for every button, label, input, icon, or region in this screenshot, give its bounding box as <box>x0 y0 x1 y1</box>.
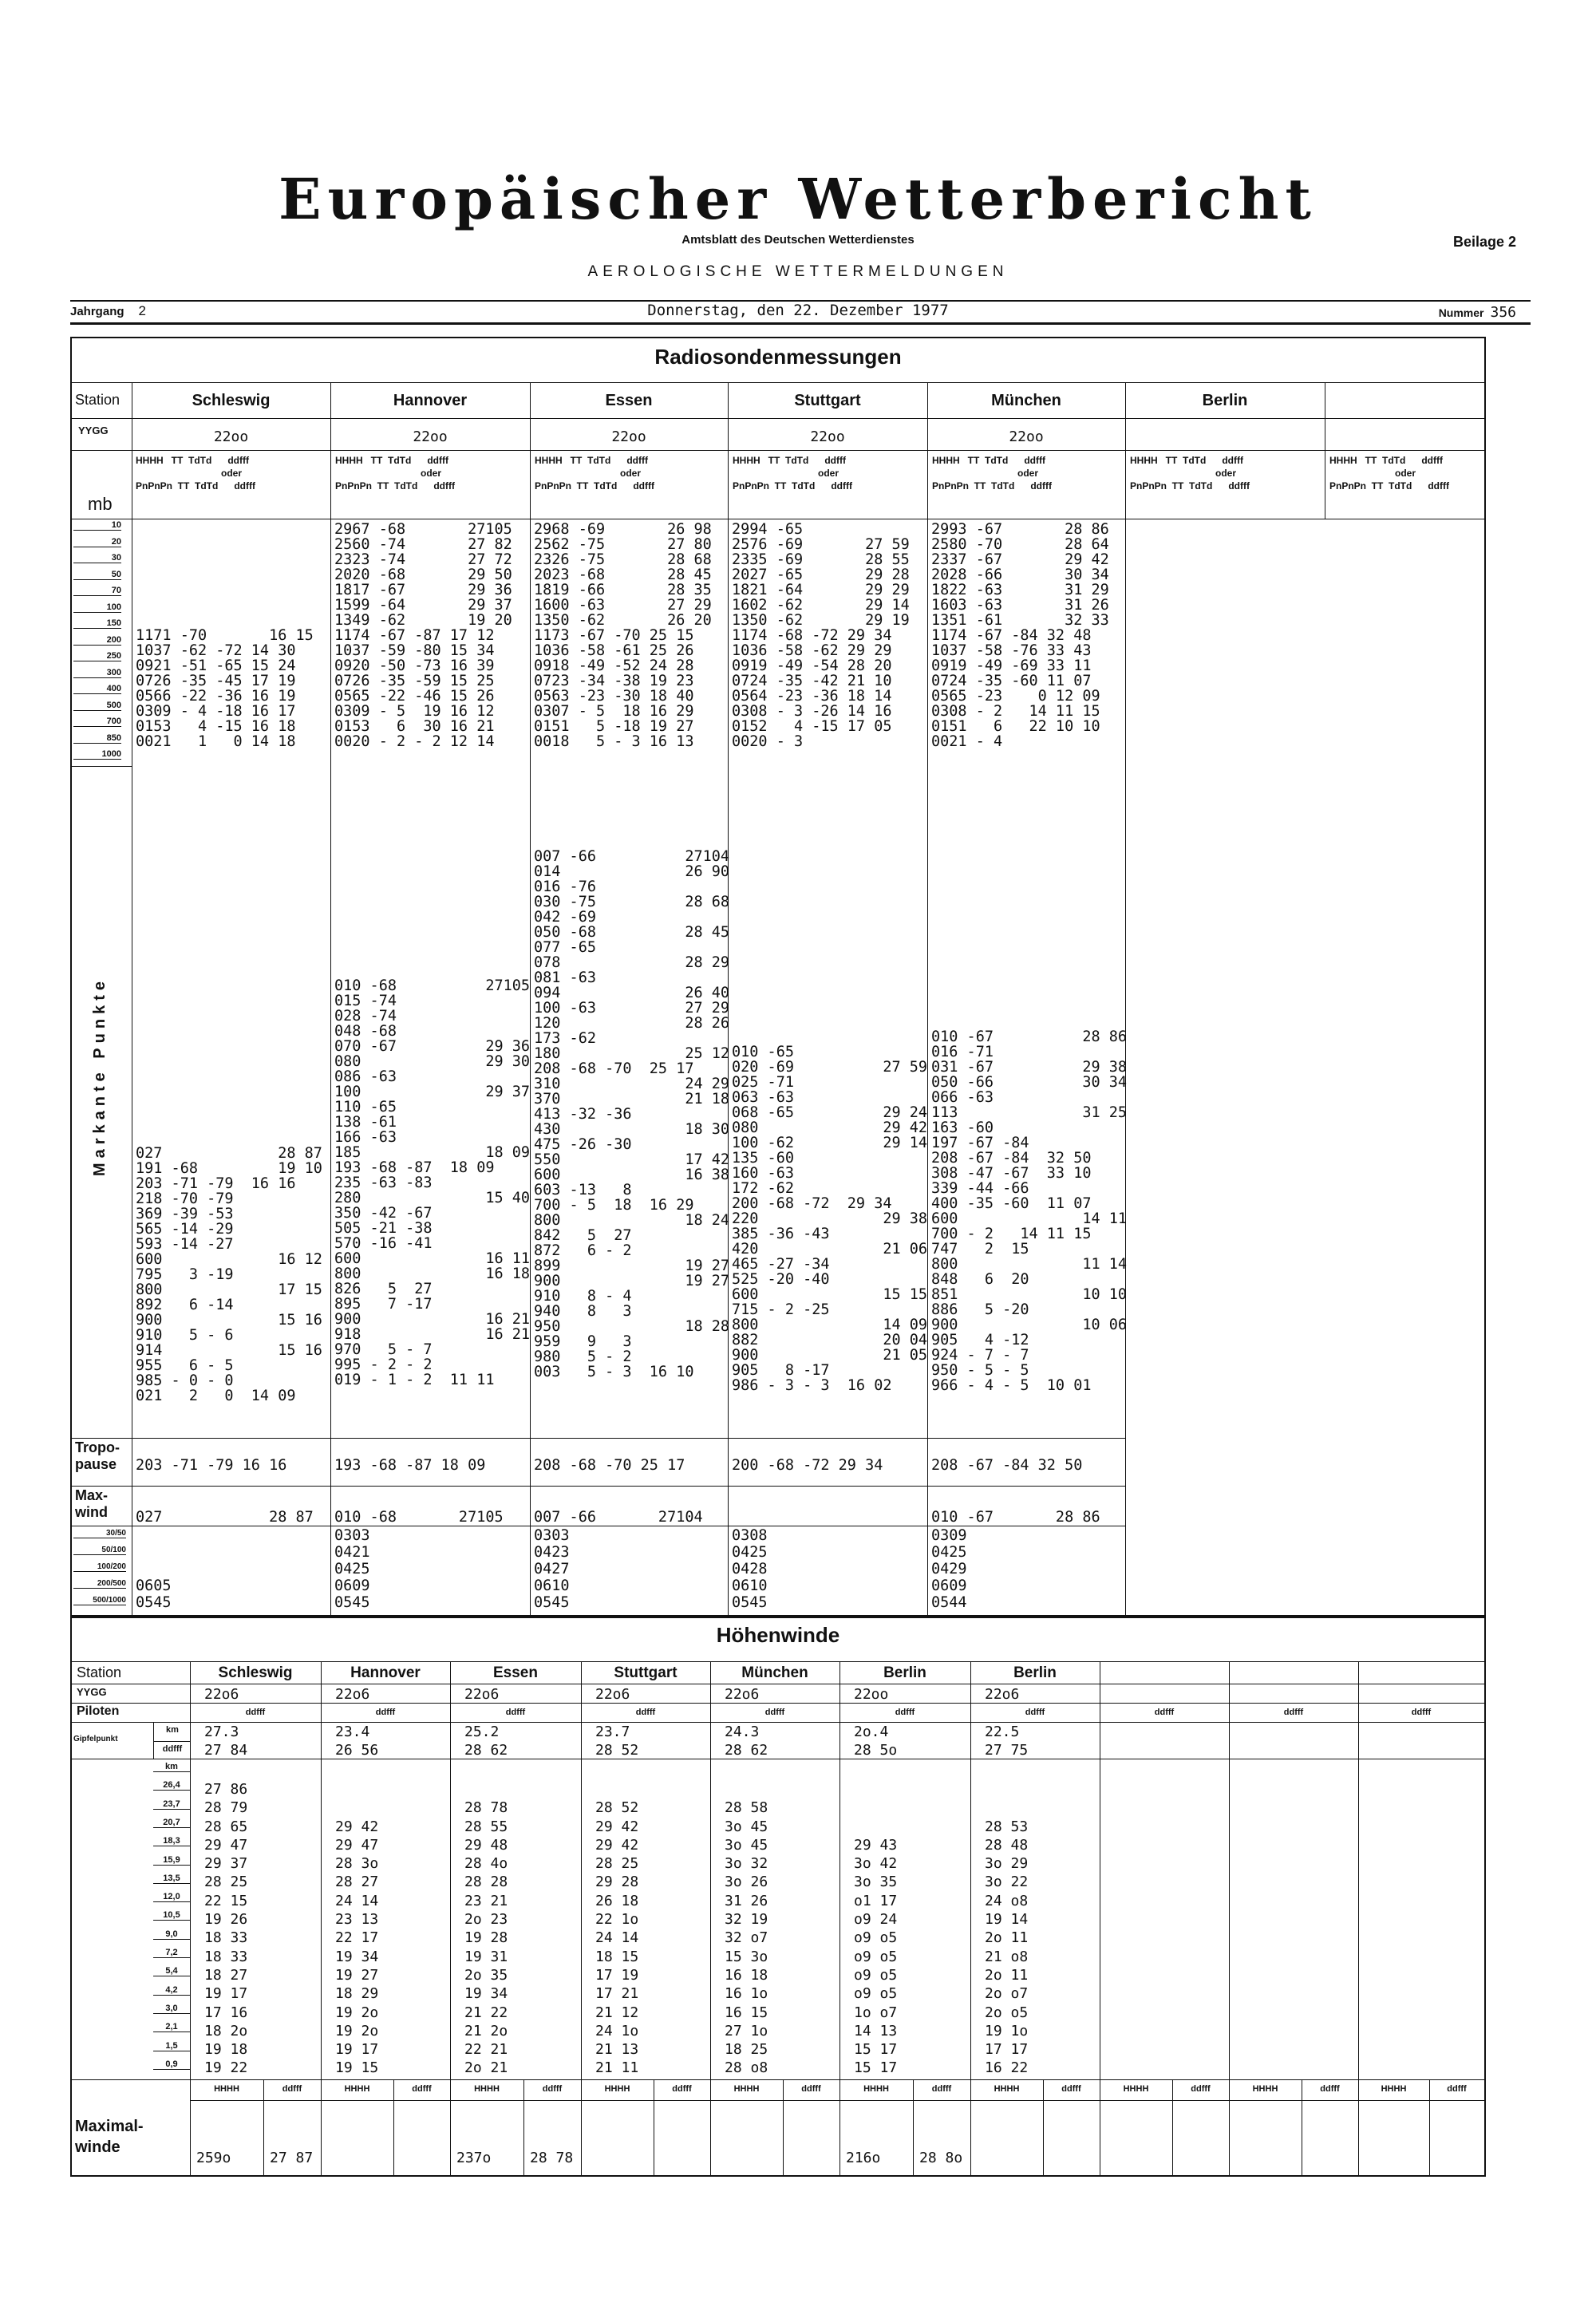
grid-line <box>321 1661 322 2175</box>
station-berlin: Berlin <box>1202 392 1248 409</box>
ddfff-header: ddfff <box>895 1708 915 1717</box>
grid-line <box>190 1661 191 2175</box>
yygg-label: YYGG <box>78 424 109 436</box>
grid-line <box>1043 2079 1044 2175</box>
ddfff-header: ddfff <box>1025 1708 1045 1717</box>
column-header: HHHH TT TdTd ddfff oder PnPnPn TT TdTd ddfff <box>1130 455 1250 492</box>
data-essen-main: 2968 -69 26 98 2562 -75 27 80 2326 -75 28 68 2023 -68 28 45 1819 -66 28 35 1600 -63 27 29 1350 -62 26 20 1173 -67 -70 25 15 1036 -58 -61 25 26 0918 -49 -52 24 28 0723 -34 -38 19 23 0563 -23 -30 18 40 0307 - 5 18 16 29 0151 5 -18 19 27 0018 5 - 3 16 13 <box>534 521 712 750</box>
pressure-level: 70 <box>73 586 121 596</box>
column-header: HHHH TT TdTd ddfff oder PnPnPn TT TdTd ddfff <box>535 455 654 492</box>
station-hannover: Hannover <box>393 392 468 409</box>
yygg-value: 22oo <box>413 428 448 445</box>
radiosonde-title: Radiosondenmessungen <box>654 345 902 369</box>
shear-muenchen: 0309 0425 0429 0609 0544 <box>931 1527 967 1611</box>
height-level: km <box>153 1762 190 1772</box>
pressure-level: 1000 <box>73 749 121 760</box>
maxwind-hhhh: 216o <box>846 2150 881 2166</box>
hoehen-yygg: 22o6 <box>335 1686 370 1703</box>
pressure-level: 500 <box>73 701 121 711</box>
tropo-stuttgart: 200 -68 -72 29 34 <box>732 1457 883 1474</box>
data-hannover-main: 2967 -68 27105 2560 -74 27 82 2323 -74 27 72 2020 -68 29 50 1817 -67 29 36 1599 -64 29 37 1349 -62 19 20 1174 -67 -87 17 12 1037 -59 -80 15 34 0920 -50 -73 16 39 0726 -35 -59 15 25 0565 -22 -46 15 26 0309 - 5 19 16 12 0153 6 30 16 21 0020 - 2 - 2 12 14 <box>334 521 512 750</box>
pressure-level: 400 <box>73 684 121 694</box>
hoehen-data-column: 27 86 28 79 28 65 29 47 29 37 28 25 22 15 19 26 18 33 18 33 18 27 19 17 17 16 18 2o 19 18 19 22 <box>204 1781 248 2077</box>
height-level: 9,0 <box>153 1929 190 1940</box>
yygg-value: 22oo <box>611 428 646 445</box>
yygg-value: 22oo <box>213 428 249 445</box>
column-header: HHHH TT TdTd ddfff oder PnPnPn TT TdTd ddfff <box>733 455 852 492</box>
gipfel-km: 25.2 <box>464 1724 500 1740</box>
maxwind-ddfff: 28 8o <box>919 2150 963 2166</box>
hoehen-yygg: 22o6 <box>985 1686 1020 1703</box>
yygg-value: 22oo <box>810 428 845 445</box>
hoehen-station: München <box>741 1664 808 1681</box>
ddfff-header: ddfff <box>635 1708 656 1717</box>
gipfel-ddfff: 28 5o <box>854 1742 898 1759</box>
gipfel-km: 22.5 <box>985 1724 1020 1740</box>
pressure-level: 200 <box>73 635 121 646</box>
ddfff-header: ddfff <box>1061 2084 1081 2094</box>
grid-line <box>1429 2079 1430 2175</box>
grid-line <box>153 1722 154 1759</box>
hoehen-data-column: 28 78 28 55 29 48 28 4o 28 28 23 21 2o 23 19 28 19 31 2o 35 19 34 21 22 21 2o 22 21 2o 21 <box>464 1799 508 2077</box>
ddfff-header: ddfff <box>1154 1708 1175 1717</box>
hoehen-station: Berlin <box>883 1664 926 1681</box>
tropo-muenchen: 208 -67 -84 32 50 <box>931 1457 1083 1474</box>
grid-line <box>72 1438 1125 1439</box>
grid-line <box>1125 382 1126 1615</box>
pressure-level: 150 <box>73 618 121 629</box>
gipfel-ddfff: 27 75 <box>985 1742 1029 1759</box>
height-level: 0,9 <box>153 2059 190 2070</box>
hoehen-yygg: 22o6 <box>725 1686 760 1703</box>
hoehenwinde-title: Höhenwinde <box>716 1623 840 1647</box>
page-title: Europäischer Wetterbericht <box>279 166 1317 232</box>
hoehen-data-column: 28 58 3o 45 3o 45 3o 32 3o 26 31 26 32 19 32 o7 15 3o 16 18 16 1o 16 15 27 1o 18 25 28 o8 <box>725 1799 768 2077</box>
column-header: HHHH TT TdTd ddfff oder PnPnPn TT TdTd ddfff <box>335 455 455 492</box>
markante-punkte-label: Markante Punkte <box>91 977 109 1177</box>
ddfff-header: ddfff <box>1320 2084 1340 2094</box>
hoehen-station: Essen <box>493 1664 538 1681</box>
tropo-schleswig: 203 -71 -79 16 16 <box>136 1457 287 1474</box>
pressure-level: 30 <box>73 553 121 563</box>
data-muenchen-markante: 010 -67 28 86 016 -71 031 -67 29 38 050 -66 30 34 066 -63 113 31 25 163 -60 197 -67 -84 208 -67 -84 32 50 308 -47 -67 33 10 339 -44 -66 400 -35 -60 11 07 600 14 11 700 - 2 14 11 15 747 2 15 800 11 14 848 6 20 851 10 10 886 5 -20 900 10 06 905 4 -12 924 - 7 - 7 950 - 5 - 5 966 - 4 - 5 10 01 <box>931 1029 1128 1394</box>
hoehen-data-column: 28 53 28 48 3o 29 3o 22 24 o8 19 14 2o 11 21 o8 2o 11 2o o7 2o o5 19 1o 17 17 16 22 <box>985 1818 1029 2077</box>
maximalwinde-label: Maximal-winde <box>75 2118 144 2156</box>
hoehen-station: Schleswig <box>218 1664 293 1681</box>
height-level: 26,4 <box>153 1780 190 1791</box>
mb-label: mb <box>88 494 113 514</box>
grid-line <box>393 2079 394 2175</box>
maxwind-hhhh: 259o <box>196 2150 231 2166</box>
height-level: 7,2 <box>153 1948 190 1958</box>
hhhh-header: HHHH <box>604 2084 630 2094</box>
hhhh-header: HHHH <box>1123 2084 1149 2094</box>
hoehen-station: Berlin <box>1013 1664 1057 1681</box>
station-schleswig: Schleswig <box>192 392 271 409</box>
height-level: 20,7 <box>153 1818 190 1828</box>
data-essen-markante: 007 -66 27104 014 26 90 016 -76 030 -75 28 68 042 -69 050 -68 28 45 077 -65 078 28 29 081 -63 094 26 40 100 -63 27 29 120 28 26 173 -62 180 25 12 208 -68 -70 25 17 310 24 29 370 21 18 413 -32 -36 430 18 30 475 -26 -30 550 17 42 600 16 38 603 -13 8 700 - 5 18 16 29 800 18 24 842 5 27 872 6 - 2 899 19 27 900 19 27 910 8 - 4 940 8 3 950 18 28 959 9 3 980 5 - 2 003 5 - 3 16 10 <box>534 848 730 1380</box>
station-essen: Essen <box>605 392 653 409</box>
data-stuttgart-markante: 010 -65 020 -69 27 59 025 -71 063 -63 068 -65 29 24 080 29 42 100 -62 29 14 135 -60 160 -63 172 -62 200 -68 -72 29 34 220 29 38 385 -36 -43 420 21 06 465 -27 -34 525 -20 -40 600 15 15 715 - 2 -25 800 14 09 882 20 04 900 21 05 905 8 -17 986 - 3 - 3 16 02 <box>732 1044 928 1394</box>
ddfff-header: ddfff <box>801 2084 821 2094</box>
height-level: 12,0 <box>153 1892 190 1902</box>
pressure-level: 250 <box>73 651 121 661</box>
station-label: Station <box>77 1664 122 1680</box>
height-level: 15,9 <box>153 1855 190 1866</box>
maxwind-schleswig: 027 28 87 <box>136 1509 314 1526</box>
height-level: 3,0 <box>153 2004 190 2014</box>
gipfelpunkt-label: Gipfelpunkt <box>73 1735 118 1743</box>
shear-layer: 200/500 <box>73 1579 126 1589</box>
gipfel-km: 23.4 <box>335 1724 370 1740</box>
maxwind-hannover: 010 -68 27105 <box>334 1509 504 1526</box>
radiosonde-table <box>70 337 1486 1618</box>
jahrgang: Jahrgang 2 <box>70 303 146 318</box>
pressure-level: 50 <box>73 570 121 580</box>
data-schleswig-main: 1171 -70 16 15 1037 -62 -72 14 30 0921 -51 -65 15 24 0726 -35 -45 17 19 0566 -22 -36 16 19 0309 - 4 -18 16 17 0153 4 -15 16 18 0021 1 0 14 18 <box>136 627 314 750</box>
maxwind-ddfff: 27 87 <box>270 2150 314 2166</box>
column-header: HHHH TT TdTd ddfff oder PnPnPn TT TdTd ddfff <box>136 455 255 492</box>
grid-line <box>72 450 1484 451</box>
hoehen-data-column: 28 52 29 42 29 42 28 25 29 28 26 18 22 1o 24 14 18 15 17 19 17 21 21 12 24 1o 21 13 21 11 <box>595 1799 639 2077</box>
grid-line <box>72 1722 1484 1723</box>
pressure-level: 850 <box>73 733 121 744</box>
subtitle: Amtsblatt des Deutschen Wetterdienstes <box>681 233 915 247</box>
data-muenchen-main: 2993 -67 28 86 2580 -70 28 64 2337 -67 29 42 2028 -66 30 34 1822 -63 31 29 1603 -63 31 26 1351 -61 32 33 1174 -67 -84 32 48 1037 -58 -76 33 43 0919 -49 -69 33 11 0724 -35 -60 11 07 0565 -23 0 12 09 0308 - 2 14 11 15 0151 6 22 10 10 0021 - 4 <box>931 521 1109 750</box>
maxwind-hhhh: 237o <box>456 2150 492 2166</box>
issue-date: Donnerstag, den 22. Dezember 1977 <box>647 302 949 319</box>
pressure-level: 700 <box>73 717 121 727</box>
ddfff-header: ddfff <box>505 1708 526 1717</box>
height-level: 23,7 <box>153 1799 190 1810</box>
hhhh-header: HHHH <box>863 2084 889 2094</box>
shear-layer: 30/50 <box>73 1529 126 1538</box>
shear-essen: 0303 0423 0427 0610 0545 <box>534 1527 570 1611</box>
grid-line <box>72 766 132 767</box>
grid-line <box>330 382 331 1615</box>
grid-line <box>72 382 1484 383</box>
shear-hannover: 0303 0421 0425 0609 0545 <box>334 1527 370 1611</box>
piloten-label: Piloten <box>77 1704 120 1718</box>
tropopause-label: Tropo-pause <box>75 1439 120 1472</box>
height-level: 13,5 <box>153 1874 190 1884</box>
grid-line <box>710 1661 711 2175</box>
gipfel-ddfff: 27 84 <box>204 1742 248 1759</box>
hhhh-header: HHHH <box>214 2084 239 2094</box>
ddfff-header: ddfff <box>1191 2084 1211 2094</box>
hoehen-yygg: 22oo <box>854 1686 889 1703</box>
tropo-essen: 208 -68 -70 25 17 <box>534 1457 685 1474</box>
grid-line <box>523 2079 524 2175</box>
height-level: 10,5 <box>153 1910 190 1921</box>
ddfff-header: ddfff <box>542 2084 563 2094</box>
station-label: Station <box>75 392 120 408</box>
gipfel-ddfff: 26 56 <box>335 1742 379 1759</box>
hhhh-header: HHHH <box>733 2084 760 2094</box>
grid-line <box>1358 1661 1359 2175</box>
gipfel-ddfff: 28 52 <box>595 1742 639 1759</box>
pressure-level: 10 <box>73 520 121 531</box>
yygg-label: YYGG <box>77 1686 107 1698</box>
grid-line <box>839 1661 840 2175</box>
gipfel-km: 2o.4 <box>854 1724 889 1740</box>
hhhh-header: HHHH <box>1252 2084 1278 2094</box>
grid-line <box>72 1486 1125 1487</box>
grid-line <box>190 2100 1484 2101</box>
height-level: 18,3 <box>153 1836 190 1846</box>
grid-line <box>72 1703 1484 1704</box>
hhhh-header: HHHH <box>1381 2084 1407 2094</box>
km-label: km <box>166 1725 179 1735</box>
hoehen-station: Stuttgart <box>614 1664 678 1681</box>
station-muenchen: München <box>991 392 1061 409</box>
ddfff-header: ddfff <box>245 1708 266 1717</box>
grid-line <box>970 1661 971 2175</box>
shear-layer: 100/200 <box>73 1562 126 1572</box>
gipfel-km: 23.7 <box>595 1724 630 1740</box>
hoehen-data-column: 29 43 3o 42 3o 35 o1 17 o9 24 o9 o5 o9 o5 o9 o5 o9 o5 1o o7 14 13 15 17 15 17 <box>854 1836 898 2077</box>
hoehen-yygg: 22o6 <box>464 1686 500 1703</box>
height-level: 5,4 <box>153 1966 190 1976</box>
maxwind-essen: 007 -66 27104 <box>534 1509 703 1526</box>
divider <box>70 322 1531 325</box>
ddfff-header: ddfff <box>1411 1708 1432 1717</box>
grid-line <box>72 418 1484 419</box>
grid-line <box>153 1741 190 1742</box>
data-hannover-markante: 010 -68 27105 015 -74 028 -74 048 -68 070 -67 29 36 080 29 30 086 -63 100 29 37 110 -65 138 -61 166 -63 185 18 09 193 -68 -87 18 09 235 -63 -83 280 15 40 350 -42 -67 505 -21 -38 570 -16 -41 600 16 11 800 16 18 826 5 27 895 7 -17 900 16 21 918 16 21 970 5 - 7 995 - 2 - 2 019 - 1 - 2 11 11 <box>334 977 531 1388</box>
hoehen-data-column: 29 42 29 47 28 3o 28 27 24 14 23 13 22 17 19 34 19 27 18 29 19 2o 19 2o 19 17 19 15 <box>335 1818 379 2077</box>
column-header: HHHH TT TdTd ddfff oder PnPnPn TT TdTd ddfff <box>932 455 1052 492</box>
gipfel-km: 24.3 <box>725 1724 760 1740</box>
grid-line <box>263 2079 264 2175</box>
hhhh-header: HHHH <box>994 2084 1020 2094</box>
ddfff-header: ddfff <box>672 2084 692 2094</box>
station-stuttgart: Stuttgart <box>794 392 861 409</box>
ddfff-header: ddfff <box>764 1708 785 1717</box>
pressure-level: 300 <box>73 668 121 678</box>
data-stuttgart-main: 2994 -65 2576 -69 27 59 2335 -69 28 55 2027 -65 29 28 1821 -64 29 29 1602 -62 29 14 1350 -62 29 19 1174 -68 -72 29 34 1036 -58 -62 29 29 0919 -49 -54 28 20 0724 -35 -42 21 10 0564 -23 -36 18 14 0308 - 3 -26 14 16 0152 4 -15 17 05 0020 - 3 <box>732 521 910 750</box>
hoehen-yygg: 22o6 <box>204 1686 239 1703</box>
hhhh-header: HHHH <box>474 2084 500 2094</box>
grid-line <box>530 382 531 1615</box>
ddfff-header: ddfff <box>1283 1708 1304 1717</box>
gipfel-ddfff: 28 62 <box>725 1742 768 1759</box>
grid-line <box>783 2079 784 2175</box>
height-level: 4,2 <box>153 1985 190 1996</box>
data-schleswig-markante: 027 28 87 191 -68 19 10 203 -71 -79 16 16 218 -70 -79 369 -39 -53 565 -14 -29 593 -14 -27 600 16 12 795 3 -19 800 17 15 892 6 -14 900 15 16 910 5 - 6 914 15 16 955 6 - 5 985 - 0 - 0 021 2 0 14 09 <box>136 1145 322 1404</box>
maxwind-muenchen: 010 -67 28 86 <box>931 1509 1100 1526</box>
hoehen-yygg: 22o6 <box>595 1686 630 1703</box>
ddfff-header: ddfff <box>412 2084 432 2094</box>
gipfel-km: 27.3 <box>204 1724 239 1740</box>
column-header: HHHH TT TdTd ddfff oder PnPnPn TT TdTd ddfff <box>1329 455 1449 492</box>
beilage-label: Beilage 2 <box>1452 234 1516 250</box>
grid-line <box>913 2079 914 2175</box>
gipfel-ddfff: 28 62 <box>464 1742 508 1759</box>
ddfff-header: ddfff <box>931 2084 952 2094</box>
hoehen-station: Hannover <box>350 1664 421 1681</box>
height-level: 2,1 <box>153 2022 190 2032</box>
ddfff-header: ddfff <box>282 2084 302 2094</box>
grid-line <box>581 1661 582 2175</box>
grid-line <box>72 2079 1484 2080</box>
grid-line <box>72 1661 1484 1662</box>
pressure-level: 20 <box>73 537 121 547</box>
issue-number: Nummer 356 <box>1438 304 1516 321</box>
hoehenwinde-table <box>70 1615 1486 2177</box>
shear-layer: 50/100 <box>73 1546 126 1555</box>
section-title: AEROLOGISCHE WETTERMELDUNGEN <box>587 263 1009 280</box>
yygg-value: 22oo <box>1009 428 1044 445</box>
shear-layer: 500/1000 <box>73 1596 126 1605</box>
pressure-level: 100 <box>73 602 121 613</box>
tropo-hannover: 193 -68 -87 18 09 <box>334 1457 486 1474</box>
maxwind-ddfff: 28 78 <box>530 2150 574 2166</box>
height-level: 1,5 <box>153 2041 190 2051</box>
ddfff-header: ddfff <box>375 1708 396 1717</box>
shear-schleswig: 0605 0545 <box>136 1577 172 1611</box>
shear-stuttgart: 0308 0425 0428 0610 0545 <box>732 1527 768 1611</box>
grid-line <box>1172 2079 1173 2175</box>
maxwind-label: Max-wind <box>75 1487 109 1520</box>
grid-line <box>450 1661 451 2175</box>
grid-line <box>1229 1661 1230 2175</box>
ddfff-header: ddfff <box>1447 2084 1467 2094</box>
ddfff-label: ddfff <box>162 1744 183 1754</box>
grid-line <box>927 382 928 1615</box>
hhhh-header: HHHH <box>344 2084 370 2094</box>
